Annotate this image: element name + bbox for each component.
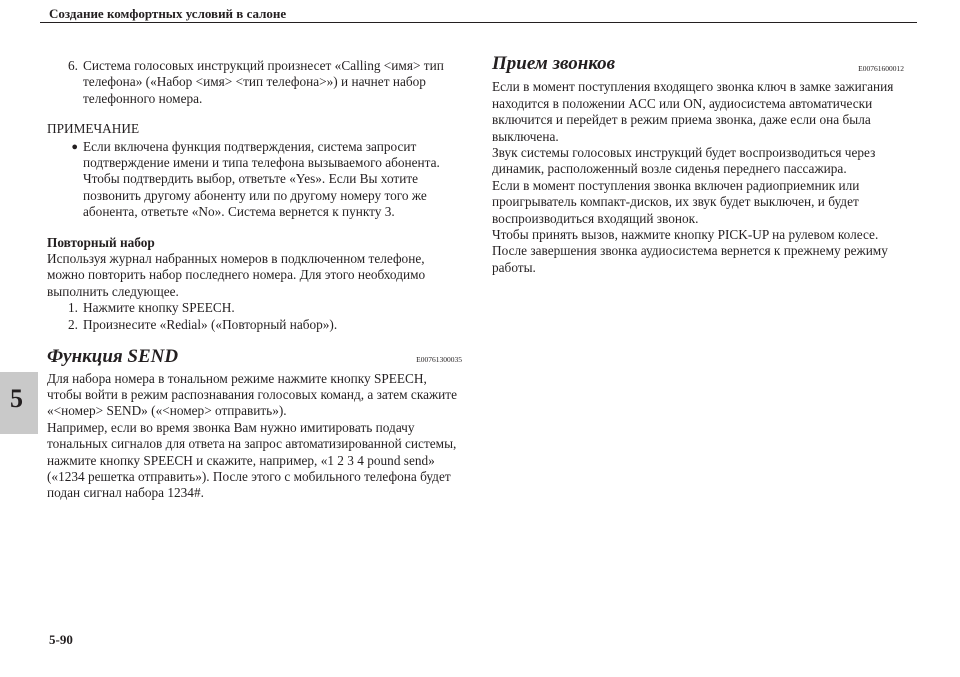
redial-step-2 [47, 317, 462, 333]
send-section-code: E00761300035 [416, 355, 462, 365]
note-title: ПРИМЕЧАНИЕ [47, 121, 140, 137]
redial-step-1-text: Нажмите кнопку SPEECH. [83, 300, 235, 316]
send-paragraph-1: Для набора номера в тональном режиме нажмите кнопку SPEECH, чтобы войти в режим распознавания голосовых команд, а затем скажите «<номер> SEND» («<номер> отправить»). [47, 370, 458, 419]
receive-paragraph: Чтобы принять вызов, нажмите кнопку PICK-UP на рулевом колесе. [492, 227, 879, 243]
redial-paragraph: Используя журнал набранных номеров в подключенном телефоне, можно повторить набор последнего номера. Для этого необходимо выполнить следующее. [47, 251, 426, 299]
receive-section-title: Прием звонков [492, 53, 616, 74]
redial-heading: Повторный набор [47, 234, 155, 250]
receive-paragraph: После завершения звонка аудиосистема вернется к прежнему режиму работы. [492, 243, 888, 275]
redial-step-1 [47, 300, 462, 316]
send-section-header [47, 346, 462, 368]
note-bullet [47, 139, 462, 221]
page-number: 5-90 [49, 632, 73, 647]
step-6-number: 6. [68, 58, 78, 73]
receive-section-header [492, 53, 904, 77]
header-divider [40, 22, 917, 23]
page-header-title: Создание комфортных условий в салоне [49, 6, 287, 21]
receive-paragraph: Если в момент поступления звонка включен радиоприемник или проигрыватель компакт-дисков, их звук будет выключен, и будет воспроизводиться входящий звонок. [492, 177, 860, 226]
send-section-title: Функция SEND [47, 346, 179, 368]
chapter-number: 5 [10, 384, 23, 413]
step-6-text: Система голосовых инструкций произнесет «Calling <имя> тип телефона» («Набор <имя> <тип телефона>») и начнет набор телефонного номера. [83, 58, 444, 106]
redial-step-2-text: Произнесите «Redial» («Повторный набор»). [83, 316, 338, 332]
right-column [492, 53, 904, 276]
receive-section-code: E00761600012 [858, 64, 904, 73]
send-paragraph-2: Например, если во время звонка Вам нужно имитировать подачу тональных сигналов для ответа на запрос автоматизированной системы, нажмите кнопку SPEECH и скажите, например, «1 2 3 4 pound send» («1234 решетка отправить»). После этого с мобильного телефона будет подан сигнал набора 1234#. [47, 419, 457, 501]
receive-paragraph: Звук системы голосовых инструкций будет воспроизводиться через динамик, расположенный возле сиденья переднего пассажира. [492, 145, 876, 177]
redial-step-2-number: 2. [68, 316, 78, 332]
note-bullet-text: Если включена функция подтверждения, система запросит подтверждение имени и типа телефона вызываемого абонента. Чтобы подтвердить выбор, ответьте «Yes». Если Вы хотите позвонить другому абоненту или по другому номеру того же абонента, ответьте «No». Система вернется к пункту 3. [83, 138, 440, 220]
receive-paragraph: Если в момент поступления входящего звонка ключ в замке зажигания находится в положении ACC или ON, аудиосистема автоматически включится и перейдет в режим приема звонка, даже если она была выключена. [492, 79, 894, 144]
step-6 [47, 58, 462, 107]
bullet-dot-icon: ● [71, 140, 78, 153]
redial-step-1-number: 1. [68, 300, 78, 316]
left-column [47, 58, 462, 502]
chapter-tab [0, 372, 38, 434]
